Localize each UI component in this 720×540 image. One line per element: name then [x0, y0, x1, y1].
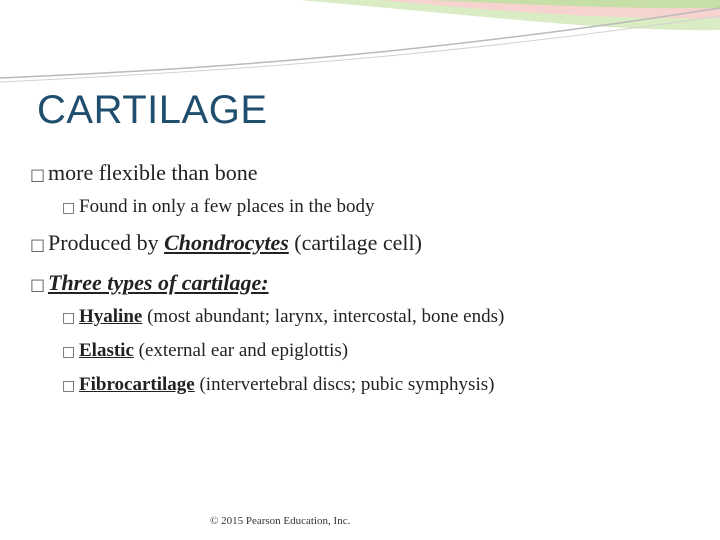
bullet-text: more flexible than bone	[48, 160, 258, 185]
bullet-marker-icon: □	[62, 310, 76, 326]
hyaline-description: (most abundant; larynx, intercostal, bone ends)	[142, 306, 505, 327]
elastic-term: Elastic	[79, 340, 134, 361]
fibrocartilage-description: (intervertebral discs; pubic symphysis)	[194, 374, 495, 395]
fibrocartilage-term: Fibrocartilage	[79, 374, 195, 395]
bullet-marker-icon: □	[30, 235, 46, 254]
hyaline-term: Hyaline	[79, 306, 143, 327]
bullet-types-heading	[30, 270, 269, 296]
bullet-marker-icon: □	[62, 378, 76, 394]
bullet-marker-icon: □	[30, 165, 46, 184]
copyright-footer: © 2015 Pearson Education, Inc.	[210, 515, 351, 527]
bullet-text-post: (cartilage cell)	[288, 230, 422, 255]
sub-bullet-locations	[62, 196, 375, 218]
sub-bullet-hyaline	[62, 306, 504, 328]
sub-bullet-fibrocartilage	[62, 374, 494, 396]
bullet-marker-icon: □	[62, 200, 76, 216]
slide-title: CARTILAGE	[37, 88, 268, 132]
types-heading-text: Three types of cartilage:	[48, 270, 269, 295]
bullet-chondrocytes	[30, 230, 422, 256]
chondrocytes-term: Chondrocytes	[164, 230, 289, 255]
elastic-description: (external ear and epiglottis)	[133, 340, 349, 361]
bullet-flexibility	[30, 160, 258, 186]
bullet-marker-icon: □	[30, 275, 46, 294]
bullet-text: Found in only a few places in the body	[79, 196, 375, 217]
sub-bullet-elastic	[62, 340, 348, 362]
bullet-marker-icon: □	[62, 344, 76, 360]
bullet-text-pre: Produced by	[48, 230, 165, 255]
